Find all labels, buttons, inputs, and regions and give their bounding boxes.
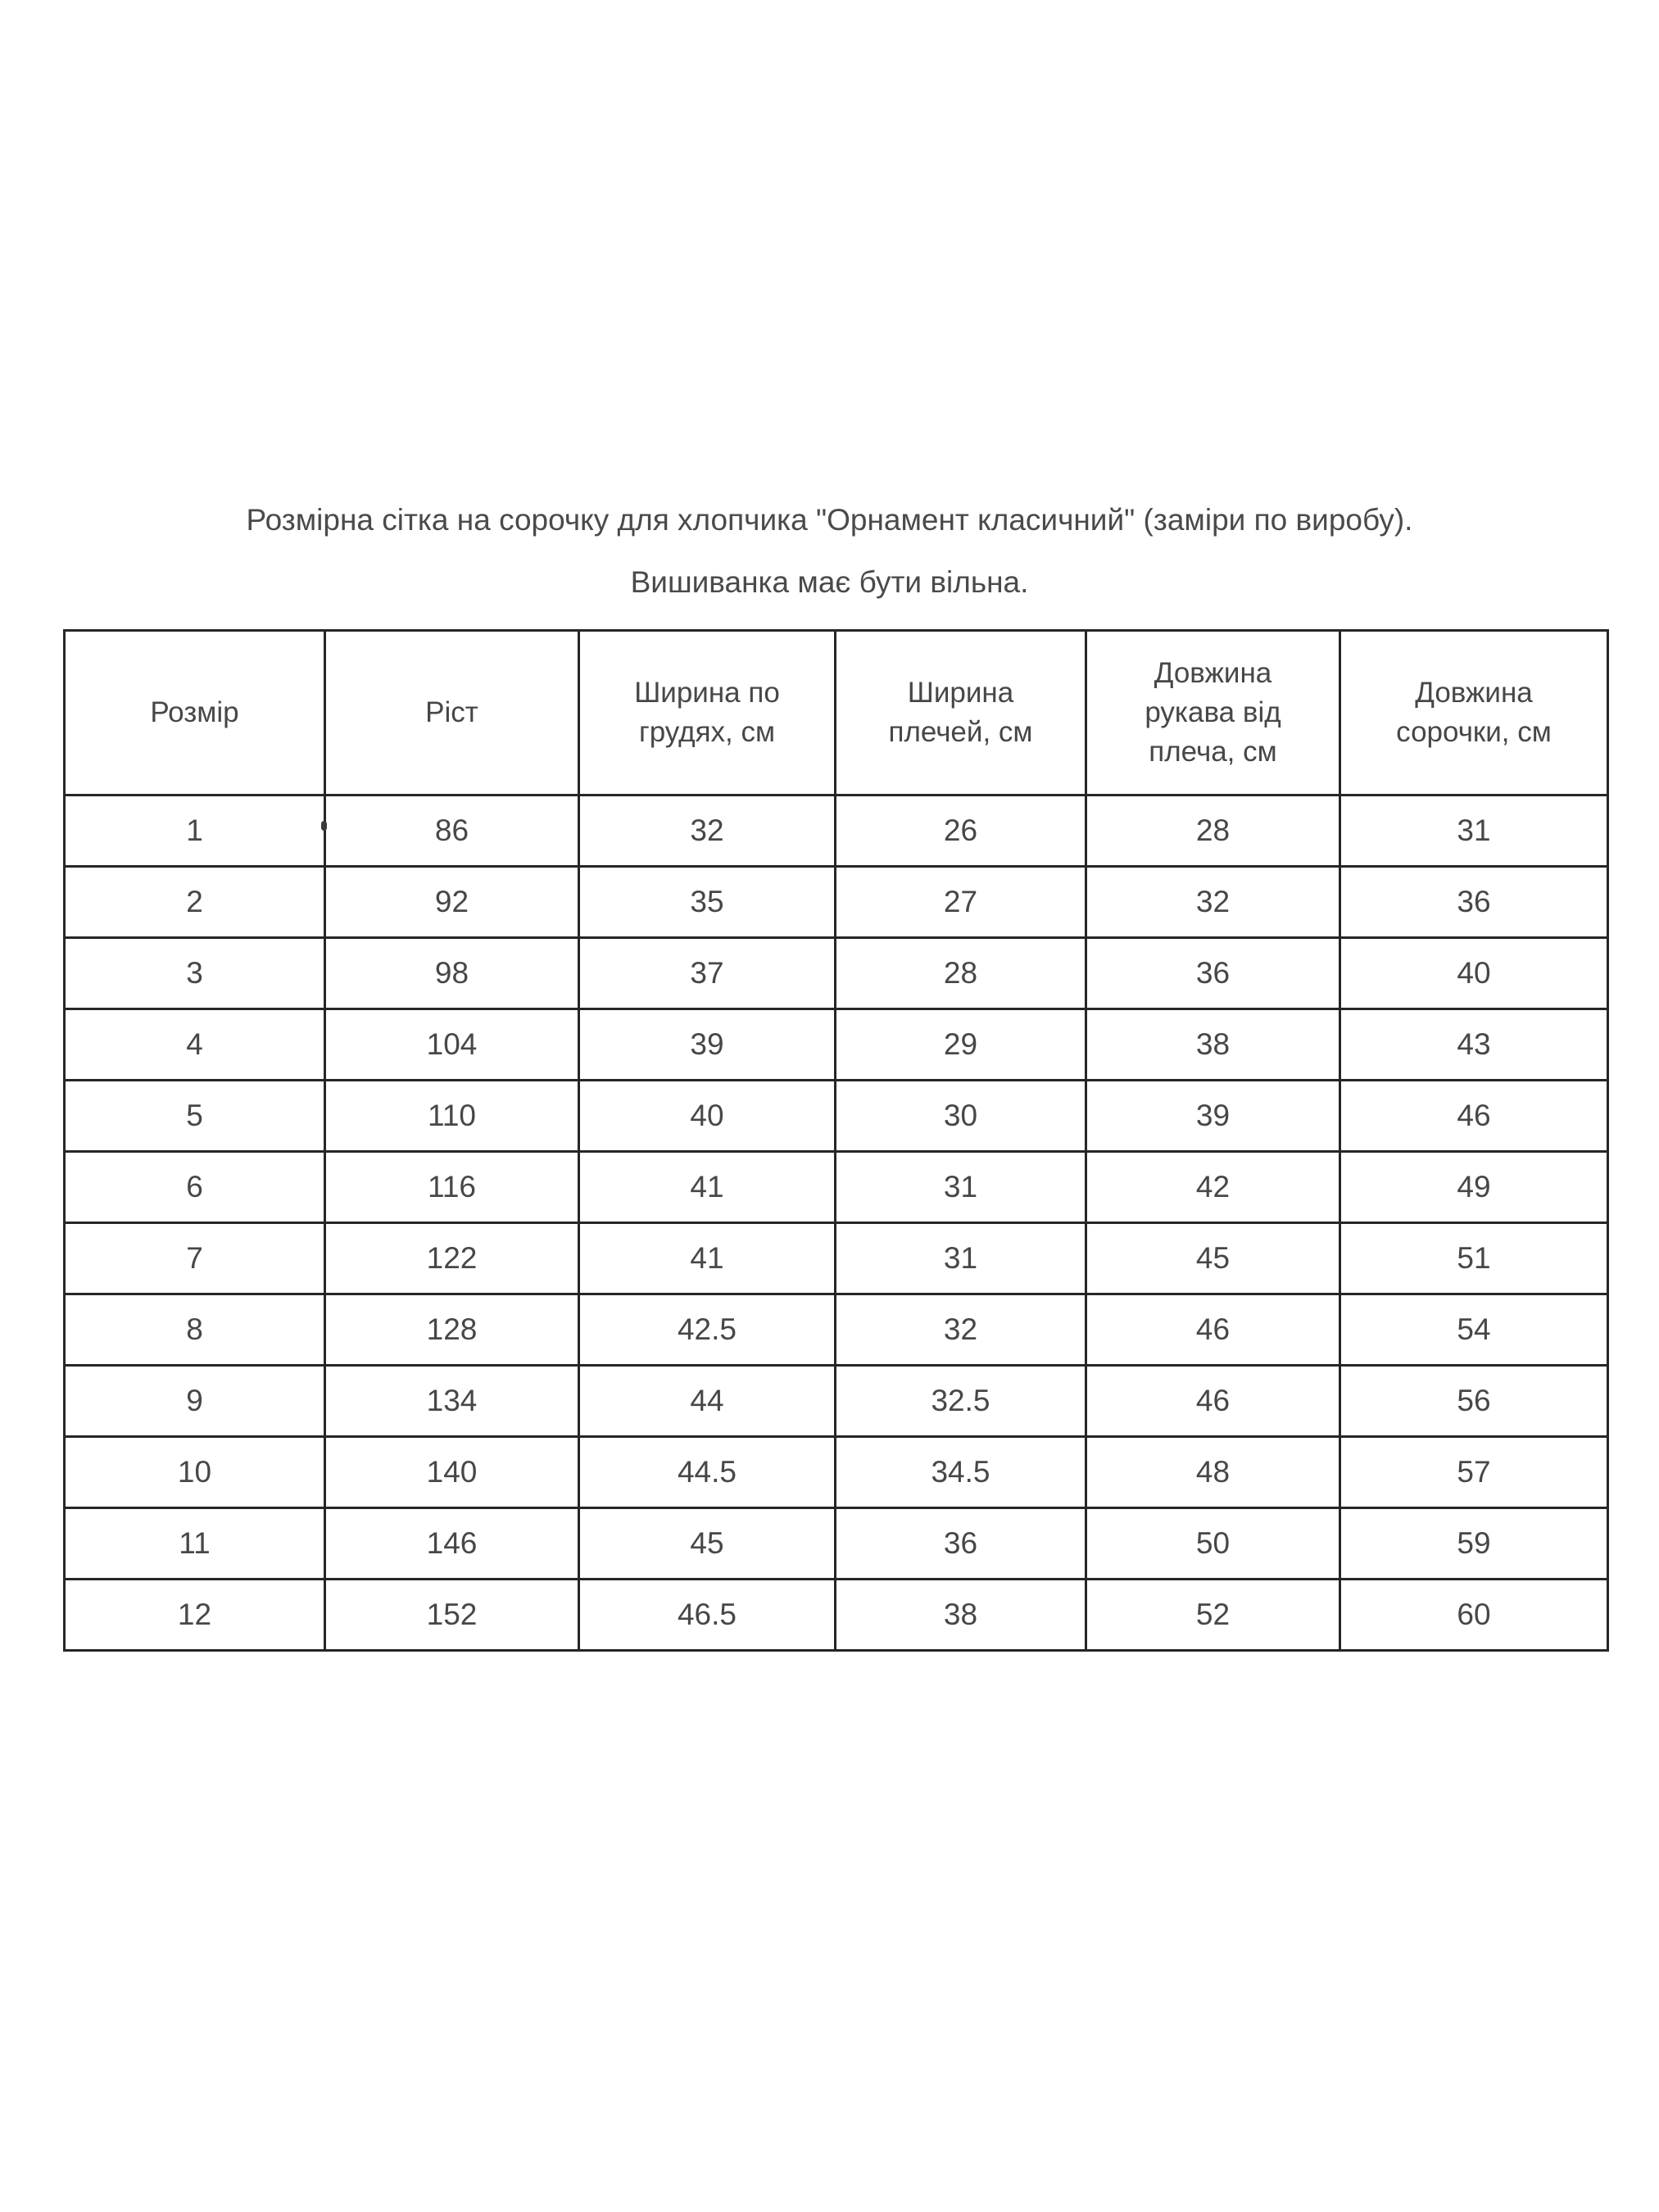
header-cell-height: Ріст — [325, 631, 579, 796]
table-cell: 116 — [325, 1152, 579, 1223]
table-cell: 26 — [836, 796, 1086, 867]
table-cell: 29 — [836, 1009, 1086, 1081]
table-cell: 2 — [65, 867, 325, 938]
table-cell: 128 — [325, 1294, 579, 1366]
table-cell: 30 — [836, 1081, 1086, 1152]
table-cell: 86 — [325, 796, 579, 867]
table-row — [65, 1009, 1608, 1081]
table-cell: 32 — [836, 1294, 1086, 1366]
table-cell: 39 — [1086, 1081, 1340, 1152]
table-cell: 92 — [325, 867, 579, 938]
table-cell: 51 — [1340, 1223, 1608, 1294]
size-table-header — [65, 631, 1608, 796]
table-cell: 36 — [836, 1508, 1086, 1580]
table-cell: 60 — [1340, 1580, 1608, 1651]
table-row — [65, 1294, 1608, 1366]
table-cell: 48 — [1086, 1437, 1340, 1508]
table-cell: 122 — [325, 1223, 579, 1294]
table-cell: 32 — [1086, 867, 1340, 938]
header-cell-sleeve-length: Довжина рукава від плеча, см — [1086, 631, 1340, 796]
table-cell: 32.5 — [836, 1366, 1086, 1437]
table-cell: 10 — [65, 1437, 325, 1508]
table-cell: 98 — [325, 938, 579, 1009]
size-table-container — [63, 629, 1607, 1652]
table-cell: 9 — [65, 1366, 325, 1437]
table-row — [65, 867, 1608, 938]
table-cell: 8 — [65, 1294, 325, 1366]
table-cell: 6 — [65, 1152, 325, 1223]
table-cell: 44.5 — [579, 1437, 836, 1508]
size-table-body — [65, 796, 1608, 1651]
table-cell: 31 — [1340, 796, 1608, 867]
table-cell: 7 — [65, 1223, 325, 1294]
header-cell-chest-width: Ширина по грудях, см — [579, 631, 836, 796]
table-cell: 45 — [579, 1508, 836, 1580]
page-title-line1: Розмірна сітка на сорочку для хлопчика "Орнамент класичний" (заміри по виробу). — [246, 503, 1413, 537]
table-cell: 43 — [1340, 1009, 1608, 1081]
table-row — [65, 796, 1608, 867]
table-cell: 146 — [325, 1508, 579, 1580]
table-row — [65, 1081, 1608, 1152]
table-cell: 40 — [1340, 938, 1608, 1009]
table-cell: 50 — [1086, 1508, 1340, 1580]
table-row — [65, 1152, 1608, 1223]
table-row — [65, 1223, 1608, 1294]
table-cell: 46 — [1086, 1366, 1340, 1437]
table-cell: 31 — [836, 1223, 1086, 1294]
table-cell: 35 — [579, 867, 836, 938]
table-cell: 110 — [325, 1081, 579, 1152]
table-cell: 31 — [836, 1152, 1086, 1223]
table-cell: 41 — [579, 1223, 836, 1294]
table-cell: 28 — [1086, 796, 1340, 867]
table-cell: 41 — [579, 1152, 836, 1223]
stray-mark — [321, 821, 327, 831]
table-cell: 27 — [836, 867, 1086, 938]
table-cell: 57 — [1340, 1437, 1608, 1508]
table-cell: 46 — [1340, 1081, 1608, 1152]
table-cell: 59 — [1340, 1508, 1608, 1580]
table-cell: 52 — [1086, 1580, 1340, 1651]
page-title — [0, 501, 1659, 601]
table-cell: 56 — [1340, 1366, 1608, 1437]
header-cell-size: Розмір — [65, 631, 325, 796]
header-cell-shoulder-width: Ширина плечей, см — [836, 631, 1086, 796]
table-cell: 5 — [65, 1081, 325, 1152]
table-row — [65, 938, 1608, 1009]
table-cell: 42 — [1086, 1152, 1340, 1223]
table-cell: 49 — [1340, 1152, 1608, 1223]
table-cell: 134 — [325, 1366, 579, 1437]
table-row — [65, 1437, 1608, 1508]
table-cell: 28 — [836, 938, 1086, 1009]
table-row — [65, 1366, 1608, 1437]
table-cell: 36 — [1086, 938, 1340, 1009]
table-cell: 54 — [1340, 1294, 1608, 1366]
table-cell: 42.5 — [579, 1294, 836, 1366]
table-cell: 152 — [325, 1580, 579, 1651]
table-cell: 45 — [1086, 1223, 1340, 1294]
table-cell: 1 — [65, 796, 325, 867]
size-table — [63, 629, 1609, 1652]
table-cell: 38 — [1086, 1009, 1340, 1081]
table-cell: 4 — [65, 1009, 325, 1081]
table-cell: 32 — [579, 796, 836, 867]
page-title-line2: Вишиванка має бути вільна. — [630, 565, 1029, 599]
table-cell: 140 — [325, 1437, 579, 1508]
table-cell: 11 — [65, 1508, 325, 1580]
table-cell: 40 — [579, 1081, 836, 1152]
table-cell: 38 — [836, 1580, 1086, 1651]
table-cell: 44 — [579, 1366, 836, 1437]
table-cell: 12 — [65, 1580, 325, 1651]
table-cell: 37 — [579, 938, 836, 1009]
table-cell: 39 — [579, 1009, 836, 1081]
table-cell: 46.5 — [579, 1580, 836, 1651]
table-cell: 36 — [1340, 867, 1608, 938]
table-row — [65, 1508, 1608, 1580]
table-row — [65, 1580, 1608, 1651]
table-cell: 3 — [65, 938, 325, 1009]
header-row — [65, 631, 1608, 796]
table-cell: 34.5 — [836, 1437, 1086, 1508]
header-cell-shirt-length: Довжина сорочки, см — [1340, 631, 1608, 796]
table-cell: 104 — [325, 1009, 579, 1081]
table-cell: 46 — [1086, 1294, 1340, 1366]
